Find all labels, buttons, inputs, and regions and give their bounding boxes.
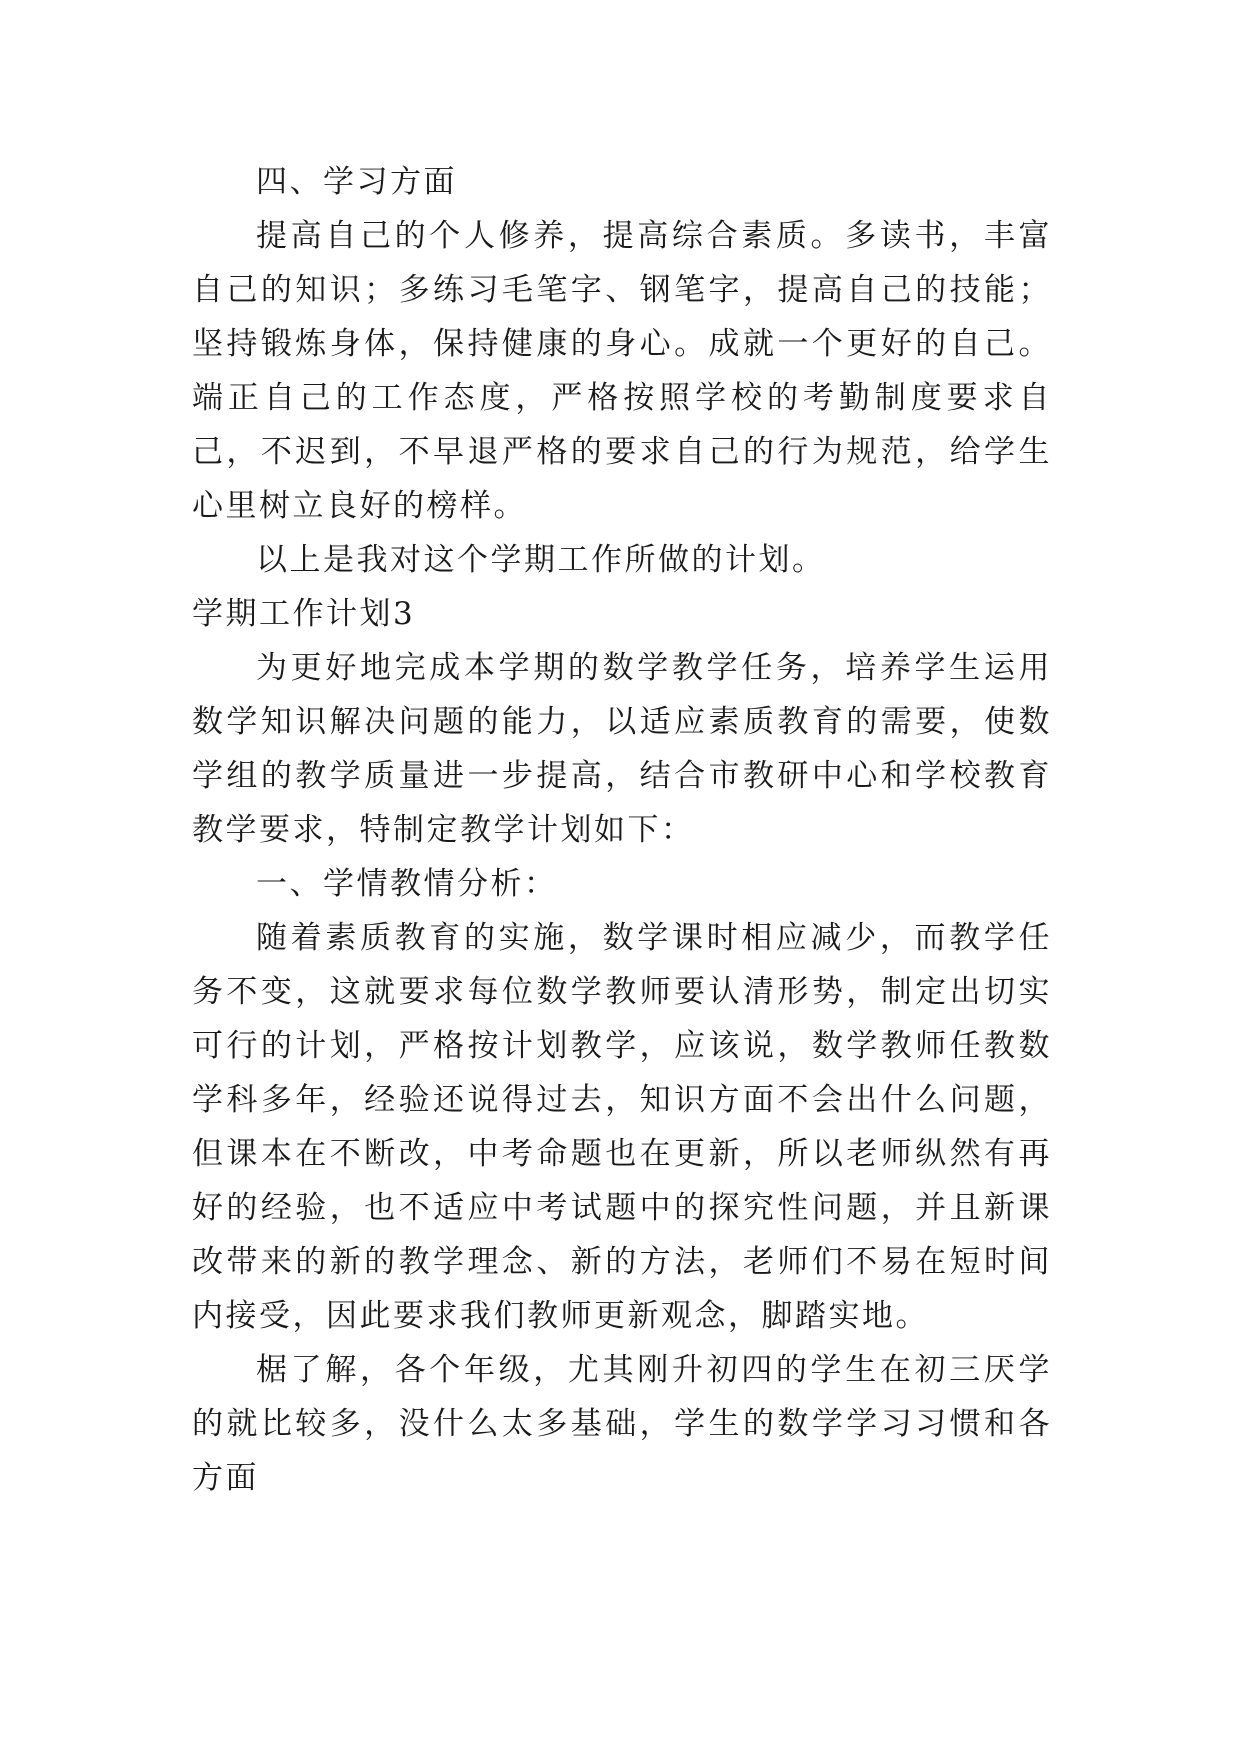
paragraph-intro: 为更好地完成本学期的数学教学任务，培养学生运用数学知识解决问题的能力，以适应素质教育的需要，使数学组的教学质量进一步提高，结合市教研中心和学校教育教学要求，特制定教学计划如下： xyxy=(192,650,1052,848)
paragraph-study-body: 提高自己的个人修养，提高综合素质。多读书，丰富自己的知识；多练习毛笔字、钢笔字，提高自己的技能；坚持锻炼身体，保持健康的身心。成就一个更好的自己。端正自己的工作态度，严格按照学校的考勤制度要求自己，不迟到，不早退严格的要求自己的行为规范，给学生心里树立良好的榜样。 xyxy=(192,218,1052,524)
document-title-plan-3: 学期工作计划3 xyxy=(192,596,416,632)
document-body xyxy=(192,155,1052,1505)
paragraph-analysis-1: 随着素质教育的实施，数学课时相应减少，而教学任务不变，这就要求每位数学教师要认清形势，制定出切实可行的计划，严格按计划教学，应该说，数学教师任教数学科多年，经验还说得过去，知识方面不会出什么问题，但课本在不断改，中考命题也在更新，所以老师纵然有再好的经验，也不适应中考试题中的探究性问题，并且新课改带来的新的教学理念、新的方法，老师们不易在短时间内接受，因此要求我们教师更新观念，脚踏实地。 xyxy=(192,920,1052,1334)
paragraph-analysis-2: 椐了解，各个年级，尤其刚升初四的学生在初三厌学的就比较多，没什么太多基础，学生的数学学习习惯和各方面 xyxy=(192,1352,1052,1496)
section-heading-study: 四、学习方面 xyxy=(256,164,457,200)
paragraph-closing: 以上是我对这个学期工作所做的计划。 xyxy=(256,542,826,578)
section-heading-analysis: 一、学情教情分析： xyxy=(256,866,558,902)
